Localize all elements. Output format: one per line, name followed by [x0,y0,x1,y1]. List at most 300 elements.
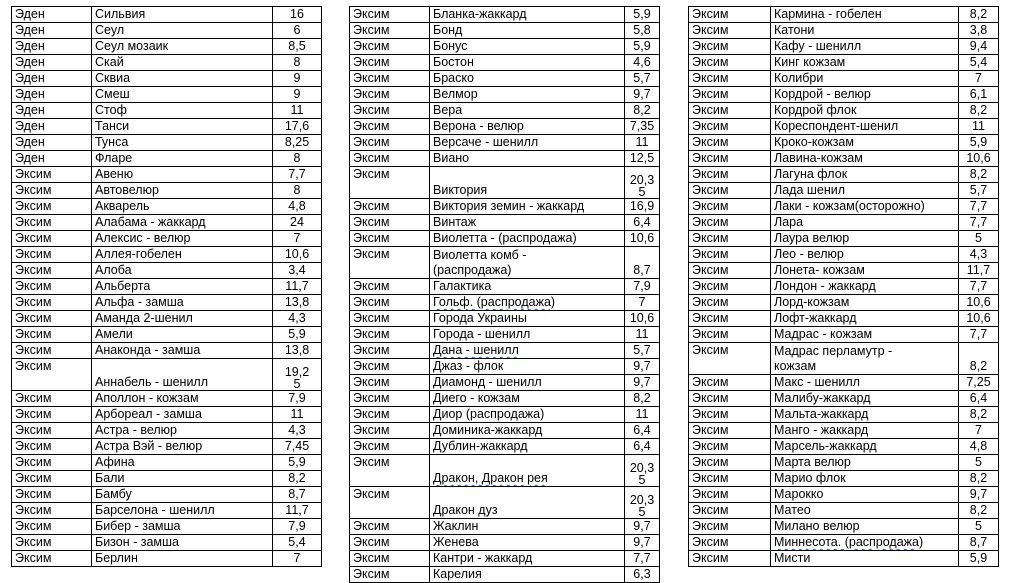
table-row [12,311,322,327]
supplier-cell: Эксим [350,391,430,407]
table-row [350,519,660,535]
supplier-cell: Эксим [350,71,430,87]
fabric-name-cell [771,423,959,439]
table-row [350,327,660,343]
price-cell: 6 [273,23,322,39]
fabric-name: Танси [95,119,130,133]
price-line: 20,3 [629,493,655,507]
supplier-cell: Эксим [689,503,771,519]
price-cell: 8,5 [273,39,322,55]
table-row [689,455,999,471]
fabric-name-cell [771,439,959,455]
fabric-name: Лаки - кожзам(осторожно) [774,199,925,213]
price-cell: 8 [273,183,322,199]
supplier-cell: Эксим [350,167,430,199]
price-cell: 9 [273,87,322,103]
supplier-cell: Эксим [689,167,771,183]
table-row [350,103,660,119]
price-cell: 4,3 [273,311,322,327]
fabric-name: Авеню [95,167,134,181]
price-cell: 7,25 [959,375,999,391]
supplier-cell: Эксим [350,407,430,423]
fabric-name: Смеш [95,87,130,101]
supplier-cell: Эксим [12,263,92,279]
fabric-name-cell [771,71,959,87]
fabric-name-cell [92,23,273,39]
price-cell: 7,9 [273,519,322,535]
price-line: 20,3 [629,461,655,475]
price-cell: 6,4 [625,439,660,455]
fabric-name-cell [771,375,959,391]
table-row [12,263,322,279]
fabric-name-cell [430,279,625,295]
table-row [12,535,322,551]
fabric-name-cell [771,87,959,103]
price-cell: 11 [625,407,660,423]
price-cell: 10,6 [273,247,322,263]
fabric-name: Лара [774,215,804,229]
price-cell: 4,8 [273,199,322,215]
supplier-cell: Эксим [689,151,771,167]
fabric-name-cell [92,183,273,199]
price-cell: 3,8 [959,23,999,39]
price-table [349,6,660,583]
supplier-cell: Эксим [689,71,771,87]
table-row [689,487,999,503]
price-cell: 7,7 [959,215,999,231]
fabric-name-cell [430,455,625,487]
fabric-name-cell [771,455,959,471]
price-cell: 11 [959,119,999,135]
price-cell: 8,2 [959,343,999,375]
price-table-column-1 [11,6,322,567]
fabric-name-cell [92,311,273,327]
table-row [350,167,660,199]
price-table-column-3 [688,6,999,567]
supplier-cell: Эксим [12,359,92,391]
fabric-name-cell [771,7,959,23]
fabric-name-cell [92,327,273,343]
fabric-name-cell [92,135,273,151]
fabric-name-cell [430,535,625,551]
supplier-cell: Эксим [689,103,771,119]
fabric-name: Дракон дуз [433,503,498,517]
fabric-name-cell [92,391,273,407]
fabric-name: Акварель [95,199,150,213]
fabric-name: Браско [433,71,474,85]
price-table [11,6,322,567]
price-cell: 13,8 [273,295,322,311]
price-table [688,6,999,567]
supplier-cell: Эксим [350,215,430,231]
fabric-name-cell [430,487,625,519]
price-cell: 5,9 [273,455,322,471]
fabric-name: Астра Вэй - велюр [95,439,203,453]
fabric-name-cell [92,39,273,55]
table-row [350,119,660,135]
fabric-name-cell [430,151,625,167]
fabric-name: Карелия [433,567,482,581]
price-cell: 5 [959,519,999,535]
fabric-name: Аллея-гобелен [95,247,182,261]
table-row [689,279,999,295]
price-cell: 5,4 [273,535,322,551]
table-row [689,39,999,55]
price-cell: 8,2 [959,7,999,23]
supplier-cell: Эксим [689,247,771,263]
fabric-name: Бали [95,471,125,485]
supplier-cell: Эксим [350,39,430,55]
fabric-name-cell [430,167,625,199]
table-row [350,135,660,151]
price-cell: 7,35 [625,119,660,135]
supplier-cell: Эксим [12,391,92,407]
fabric-name: Джаз - флок [433,359,504,373]
fabric-name: Мальта-жаккард [774,407,869,421]
fabric-name-cell [92,359,273,391]
supplier-cell: Эксим [689,439,771,455]
table-row [689,375,999,391]
supplier-cell: Эксим [12,311,92,327]
supplier-cell: Эксим [350,135,430,151]
fabric-name: Альберта [95,279,151,293]
supplier-cell: Эден [12,55,92,71]
table-row [12,167,322,183]
table-row [12,247,322,263]
fabric-name-cell [92,455,273,471]
fabric-name-cell [92,503,273,519]
table-row [689,23,999,39]
fabric-name-cell [92,167,273,183]
fabric-name: Бамбу [95,487,132,501]
supplier-cell: Эксим [689,487,771,503]
table-row [350,55,660,71]
fabric-name: Гольф. (распродажа) [433,295,556,309]
supplier-cell: Эксим [350,103,430,119]
table-row [689,263,999,279]
fabric-name: Аманда 2-шенил [95,311,193,325]
table-row [350,87,660,103]
fabric-name-cell [771,391,959,407]
price-cell: 24 [273,215,322,231]
price-cell: 5,9 [959,551,999,567]
table-row [689,55,999,71]
table-row [350,215,660,231]
supplier-cell: Эксим [689,311,771,327]
fabric-name-cell [430,39,625,55]
price-cell: 10,6 [959,151,999,167]
table-row [350,151,660,167]
price-cell [273,359,322,391]
fabric-name: Диамонд - шенилл [433,375,542,389]
fabric-name: Аннабель - шенилл [95,375,209,389]
supplier-cell: Эксим [12,455,92,471]
supplier-cell: Эксим [350,439,430,455]
supplier-cell: Эден [12,23,92,39]
table-row [12,423,322,439]
supplier-cell: Эксим [12,215,92,231]
fabric-name-cell [430,423,625,439]
price-cell: 9,4 [959,39,999,55]
supplier-cell: Эксим [12,551,92,567]
supplier-cell: Эксим [350,151,430,167]
supplier-cell: Эксим [689,199,771,215]
table-row [350,295,660,311]
fabric-name: Афина [95,455,135,469]
price-cell: 5,4 [959,55,999,71]
table-row [350,439,660,455]
table-row [689,167,999,183]
supplier-cell: Эксим [12,295,92,311]
table-row [689,231,999,247]
price-cell: 10,6 [959,311,999,327]
price-cell: 11,7 [273,279,322,295]
fabric-name-cell [92,103,273,119]
fabric-name-cell [92,87,273,103]
price-cell: 7,7 [625,551,660,567]
price-cell [625,167,660,199]
table-row [12,71,322,87]
fabric-name: Арбореал - замша [95,407,202,421]
fabric-name: Манго - жаккард [774,423,869,437]
price-cell: 16,9 [625,199,660,215]
price-line: 5 [638,505,646,519]
supplier-cell: Эксим [12,327,92,343]
fabric-name-line: Мадрас перламутр - [774,344,893,358]
fabric-name-cell [771,519,959,535]
fabric-name-cell [430,71,625,87]
supplier-cell: Эксим [12,199,92,215]
supplier-cell: Эден [12,135,92,151]
table-row [350,407,660,423]
supplier-cell: Эксим [689,119,771,135]
price-cell: 7 [273,231,322,247]
price-cell: 10,6 [625,231,660,247]
fabric-name: Виолетта - (распродажа) [433,231,577,245]
supplier-cell: Эден [12,119,92,135]
price-cell: 12,5 [625,151,660,167]
supplier-cell: Эксим [689,375,771,391]
fabric-name-cell [771,295,959,311]
price-line: 5 [293,377,301,391]
price-cell: 8,2 [625,103,660,119]
price-cell: 13,8 [273,343,322,359]
fabric-name: Алабама - жаккард [95,215,206,229]
fabric-name-cell [771,135,959,151]
fabric-name: Миннесота. (распродажа) [774,535,924,549]
table-row [689,199,999,215]
fabric-name: Велмор [433,87,478,101]
price-cell: 5 [959,455,999,471]
table-row [12,231,322,247]
fabric-name-cell [92,439,273,455]
table-row [350,391,660,407]
fabric-name-cell [771,263,959,279]
fabric-name-cell [92,471,273,487]
fabric-name: Тунса [95,135,129,149]
table-row [12,279,322,295]
fabric-name: Кореспондент-шенил [774,119,899,133]
fabric-name: Стоф [95,103,127,117]
supplier-cell: Эксим [350,231,430,247]
table-row [12,183,322,199]
fabric-name-cell [92,407,273,423]
supplier-cell: Эксим [12,183,92,199]
supplier-cell: Эксим [350,455,430,487]
table-row [689,551,999,567]
fabric-name-cell [771,151,959,167]
table-row [689,423,999,439]
fabric-name: Кордрой флок [774,103,857,117]
supplier-cell: Эден [12,7,92,23]
fabric-name: Автовелюр [95,183,159,197]
price-cell: 8,2 [959,407,999,423]
supplier-cell: Эден [12,103,92,119]
fabric-name: Фларе [95,151,133,165]
table-row [12,295,322,311]
fabric-name-cell [771,183,959,199]
fabric-name: Дублин-жаккард [433,439,528,453]
price-cell: 8 [273,55,322,71]
price-cell: 9,7 [625,519,660,535]
fabric-name: Лада шенил [774,183,846,197]
fabric-name-cell [430,87,625,103]
supplier-cell: Эксим [350,551,430,567]
price-cell: 4,6 [625,55,660,71]
fabric-name: Матео [774,503,811,517]
supplier-cell: Эксим [689,391,771,407]
fabric-name-cell [92,519,273,535]
supplier-cell: Эксим [12,487,92,503]
supplier-cell: Эксим [689,423,771,439]
price-cell: 5,7 [959,183,999,199]
fabric-name-cell [92,231,273,247]
price-cell: 5 [959,231,999,247]
fabric-name-cell [430,55,625,71]
fabric-name: Катони [774,23,815,37]
table-row [689,391,999,407]
fabric-name-cell [430,23,625,39]
table-row [350,39,660,55]
supplier-cell: Эксим [350,23,430,39]
price-cell: 11 [625,327,660,343]
table-row [350,375,660,391]
fabric-name: Лорд-кожзам [774,295,850,309]
fabric-name: Лонета- кожзам [774,263,865,277]
fabric-name: Города - шенилл [433,327,531,341]
fabric-name: Марио флок [774,471,846,485]
fabric-name-cell [92,551,273,567]
supplier-cell: Эксим [350,535,430,551]
table-row [12,487,322,503]
table-row [350,487,660,519]
table-row [350,359,660,375]
supplier-cell: Эден [12,87,92,103]
price-cell: 9,7 [959,487,999,503]
table-row [12,519,322,535]
table-row [689,311,999,327]
table-row [350,311,660,327]
price-cell: 8,2 [959,167,999,183]
supplier-cell: Эксим [350,423,430,439]
supplier-cell: Эксим [12,247,92,263]
fabric-name: Кафу - шенилл [774,39,862,53]
supplier-cell: Эксим [689,87,771,103]
supplier-cell: Эден [12,151,92,167]
price-cell: 6,4 [625,215,660,231]
fabric-name: Мадрас - кожзам [774,327,873,341]
price-cell: 5,8 [625,23,660,39]
supplier-cell: Эксим [12,279,92,295]
fabric-name-cell [771,343,959,375]
fabric-name-cell [430,7,625,23]
fabric-name: Лео - велюр [774,247,844,261]
supplier-cell: Эксим [689,23,771,39]
fabric-name-cell [771,487,959,503]
price-cell: 5,9 [959,135,999,151]
table-row [12,87,322,103]
fabric-name: Лавина-кожзам [774,151,863,165]
fabric-name: Женева [433,535,479,549]
price-cell: 8 [273,151,322,167]
fabric-name-cell [430,551,625,567]
price-cell: 8,2 [273,471,322,487]
table-row [350,279,660,295]
price-cell: 6,4 [625,423,660,439]
price-cell: 5,7 [625,71,660,87]
fabric-name: Бостон [433,55,474,69]
table-row [689,215,999,231]
supplier-cell: Эксим [350,519,430,535]
price-cell: 7,45 [273,439,322,455]
fabric-name: Марокко [774,487,824,501]
fabric-name-cell [430,119,625,135]
price-line: 20,3 [629,173,655,187]
supplier-cell: Эксим [350,119,430,135]
price-cell: 9,7 [625,87,660,103]
fabric-name: Малибу-жаккард [774,391,871,405]
price-cell [625,455,660,487]
fabric-name-cell [92,7,273,23]
fabric-name-cell [430,135,625,151]
price-line: 19,2 [284,365,310,379]
supplier-cell: Эксим [689,471,771,487]
supplier-cell: Эксим [350,567,430,583]
fabric-name-cell [92,199,273,215]
table-row [689,519,999,535]
fabric-name: Сеул мозаик [95,39,169,53]
price-line: 5 [638,473,646,487]
fabric-name: Алексис - велюр [95,231,191,245]
fabric-name: Винтаж [433,215,477,229]
fabric-name-cell [430,391,625,407]
supplier-cell: Эксим [689,519,771,535]
table-row [689,183,999,199]
table-row [689,119,999,135]
fabric-name: Бланка-жаккард [433,7,527,21]
price-cell: 7,7 [273,167,322,183]
table-row [350,23,660,39]
fabric-name: Верона - велюр [433,119,524,133]
price-cell: 8,25 [273,135,322,151]
table-row [689,247,999,263]
fabric-name-cell [771,231,959,247]
table-row [350,231,660,247]
fabric-name: Милано велюр [774,519,860,533]
fabric-name-cell [771,279,959,295]
fabric-name-line: (распродажа) [433,263,512,277]
fabric-name-cell [771,215,959,231]
